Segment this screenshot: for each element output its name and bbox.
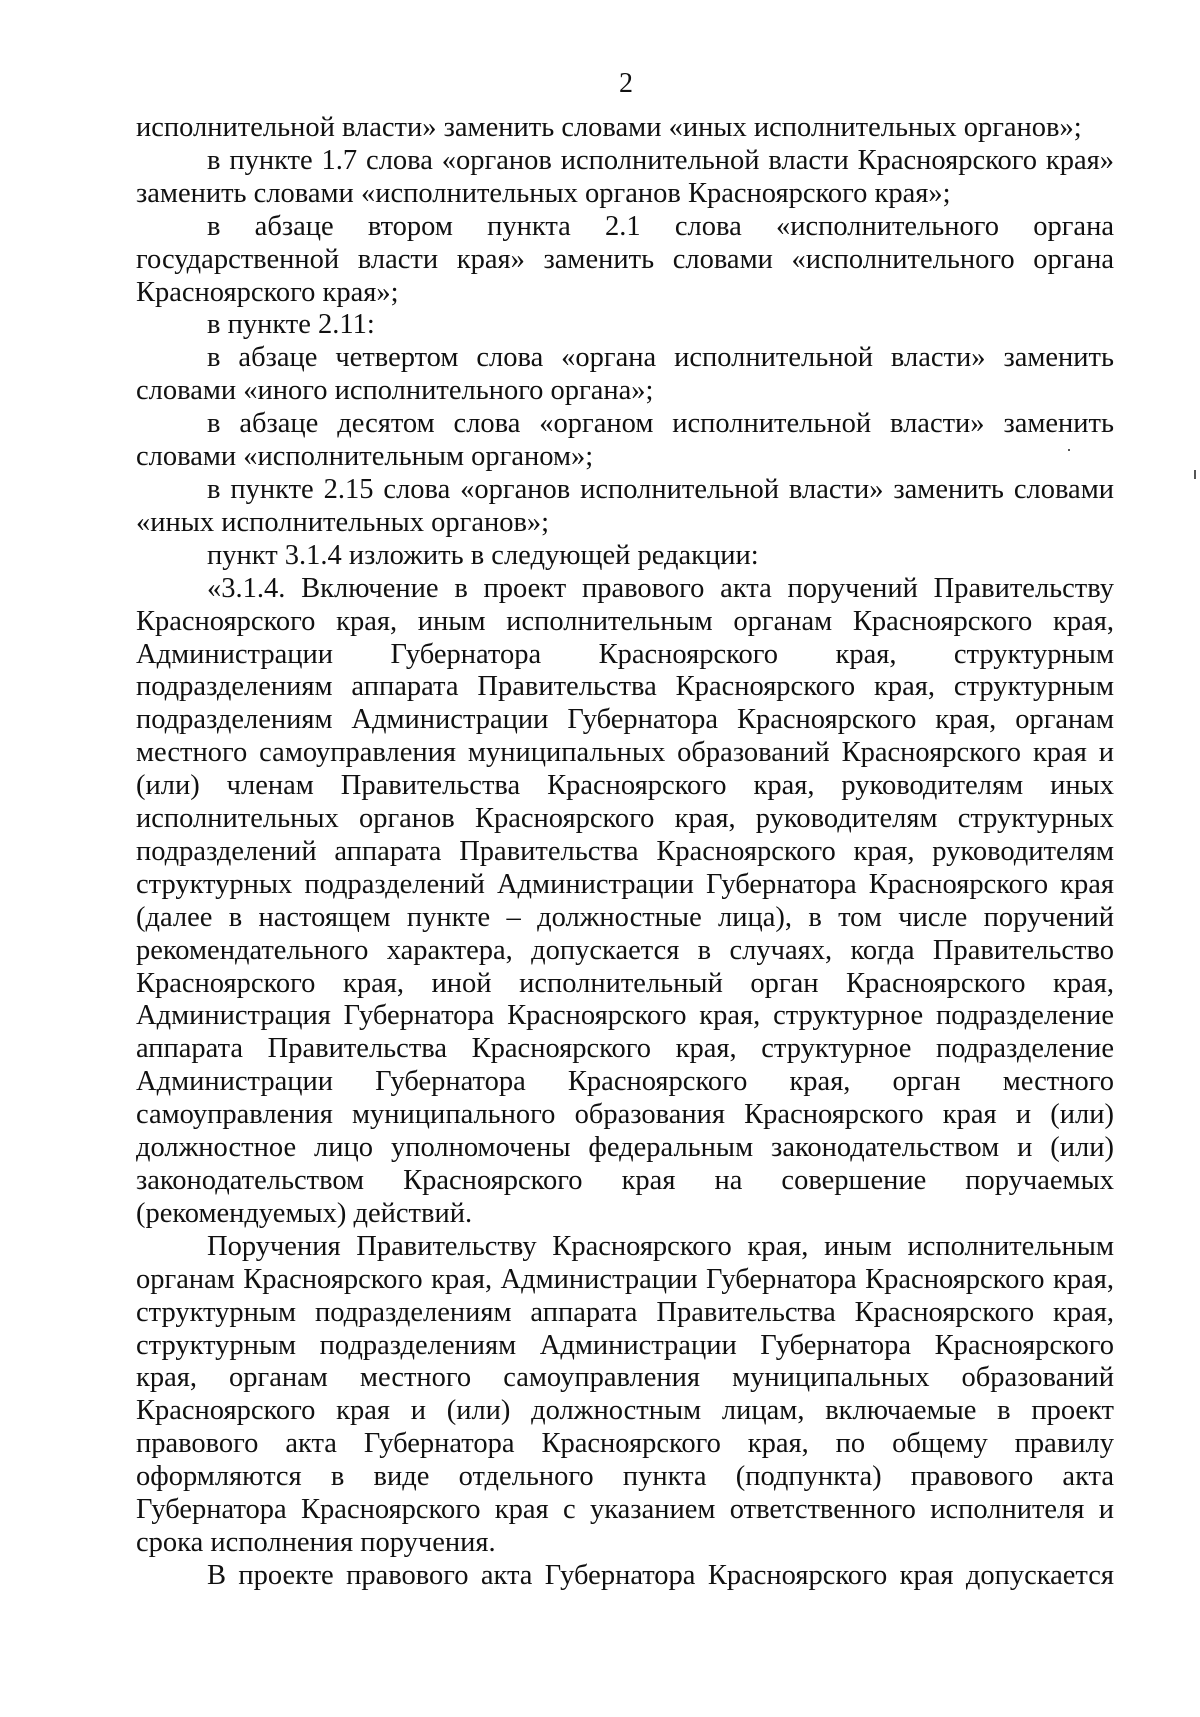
scan-artifact-mark: [1194, 470, 1196, 479]
page-number: 2: [619, 68, 633, 99]
paragraph-continuation: исполнительной власти» заменить словами «иных исполнительных органов»;: [136, 112, 1082, 143]
document-body: [136, 112, 1114, 1593]
paragraph-item-3-1-4-text: «3.1.4. Включение в проект правового акта поручений Правительству Красноярского края, иным исполнительным органам Красноярского края, Администрации Губернатора Красноярского края, структурным подразделениям аппарата Правительства Красноярского края, структурным подразделениям Администрации Губернатора Красноярского края, органам местного самоуправления муниципальных образований Красноярского края и (или) членам Правительства Красноярского края, руководителям иных исполнительных органов Красноярского края, руководителям структурных подразделений аппарата Правительства Красноярского края, руководителям структурных подразделений Администрации Губернатора Красноярского края (далее в настоящем пункте – должностные лица), в том числе поручений рекомендательного характера, допускается в случаях, когда Правительство Красноярского края, иной исполнительный орган Красноярского края, Администрация Губернатора Красноярского края, структурное подразделение аппарата Правительства Красноярского края, структурное подразделение Администрации Губернатора Красноярского края, орган местного самоуправления муниципального образования Красноярского края и (или) должностное лицо уполномочены федеральным законодательством и (или) законодательством Красноярского края на совершение поручаемых (рекомендуемых) действий.: [136, 572, 1114, 1229]
paragraph-item-2-11-heading: в пункте 2.11:: [207, 309, 375, 341]
paragraph-item-2-11-tenth: в абзаце десятом слова «органом исполнительной власти» заменить словами «исполнительным органом»;: [136, 408, 1114, 473]
paragraph-item-2-1: в абзаце втором пункта 2.1 слова «исполнительного органа государственной власти края» заменить словами «исполнительного органа Красноярского края»;: [136, 210, 1114, 308]
paragraph-orders: Поручения Правительству Красноярского края, иным исполнительным органам Красноярского края, Администрации Губернатора Красноярского края, структурным подразделениям аппарата Правительства Красноярского края, структурным подразделениям Администрации Губернатора Красноярского края, органам местного самоуправления муниципальных образований Красноярского края и (или) должностным лицам, включаемые в проект правового акта Губернатора Красноярского края, по общему правилу оформляются в виде отдельного пункта (подпункта) правового акта Губернатора Красноярского края с указанием ответственного исполнителя и срока исполнения поручения.: [136, 1230, 1114, 1558]
paragraph-item-1-7: в пункте 1.7 слова «органов исполнительной власти Красноярского края» заменить словами «исполнительных органов Красноярского края»;: [136, 144, 1114, 209]
paragraph-item-3-1-4-intro: пункт 3.1.4 изложить в следующей редакции:: [207, 539, 759, 571]
paragraph-cut-off: В проекте правового акта Губернатора Красноярского края допускается: [207, 1559, 1114, 1591]
scan-artifact-dot: [1068, 449, 1070, 451]
paragraph-item-2-11-fourth: в абзаце четвертом слова «органа исполнительной власти» заменить словами «иного исполнительного органа»;: [136, 342, 1114, 407]
paragraph-item-2-15: в пункте 2.15 слова «органов исполнительной власти» заменить словами «иных исполнительных органов»;: [136, 473, 1114, 538]
